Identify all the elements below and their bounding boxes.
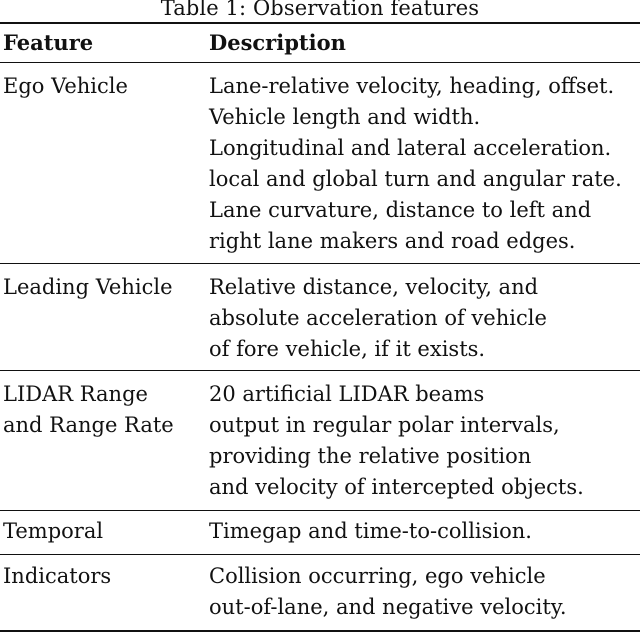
description-line: Vehicle length and width. <box>209 105 481 129</box>
description-line: 20 artificial LIDAR beams <box>209 382 485 406</box>
feature-text: Indicators <box>3 564 112 588</box>
row-leading-vehicle-description <box>209 272 639 365</box>
header-rule <box>0 62 640 63</box>
feature-text: LIDAR Range <box>3 382 148 406</box>
description-line: providing the relative position <box>209 444 532 468</box>
description-line: right lane makers and road edges. <box>209 229 576 253</box>
row-divider <box>0 554 640 555</box>
top-rule <box>0 22 640 24</box>
row-lidar-feature <box>3 379 203 441</box>
description-line: of fore vehicle, if it exists. <box>209 337 486 361</box>
row-indicators-feature <box>3 561 203 592</box>
description-line: Relative distance, velocity, and <box>209 275 539 299</box>
table-caption: Table 1: Observation features <box>160 0 480 20</box>
feature-text: Leading Vehicle <box>3 275 173 299</box>
row-temporal-description <box>209 516 639 547</box>
description-line: absolute acceleration of vehicle <box>209 306 547 330</box>
row-temporal-feature <box>3 516 203 547</box>
row-indicators-description <box>209 561 639 623</box>
row-ego-vehicle-description <box>209 71 639 257</box>
feature-text: and Range Rate <box>3 413 174 437</box>
row-divider <box>0 370 640 371</box>
row-divider <box>0 510 640 511</box>
row-ego-vehicle-feature <box>3 71 203 102</box>
description-line: output in regular polar intervals, <box>209 413 560 437</box>
description-line: and velocity of intercepted objects. <box>209 475 584 499</box>
feature-text: Ego Vehicle <box>3 74 128 98</box>
bottom-rule <box>0 630 640 632</box>
row-leading-vehicle-feature <box>3 272 203 303</box>
feature-text: Temporal <box>3 519 104 543</box>
description-line: local and global turn and angular rate. <box>209 167 622 191</box>
description-line: Longitudinal and lateral acceleration. <box>209 136 612 160</box>
description-line: out-of-lane, and negative velocity. <box>209 595 567 619</box>
row-divider <box>0 263 640 264</box>
header-feature: Feature <box>3 30 94 55</box>
description-line: Collision occurring, ego vehicle <box>209 564 546 588</box>
row-lidar-description <box>209 379 639 503</box>
description-line: Lane curvature, distance to left and <box>209 198 592 222</box>
description-line: Timegap and time-to-collision. <box>209 519 532 543</box>
description-line: Lane-relative velocity, heading, offset. <box>209 74 615 98</box>
header-description: Description <box>209 30 346 55</box>
